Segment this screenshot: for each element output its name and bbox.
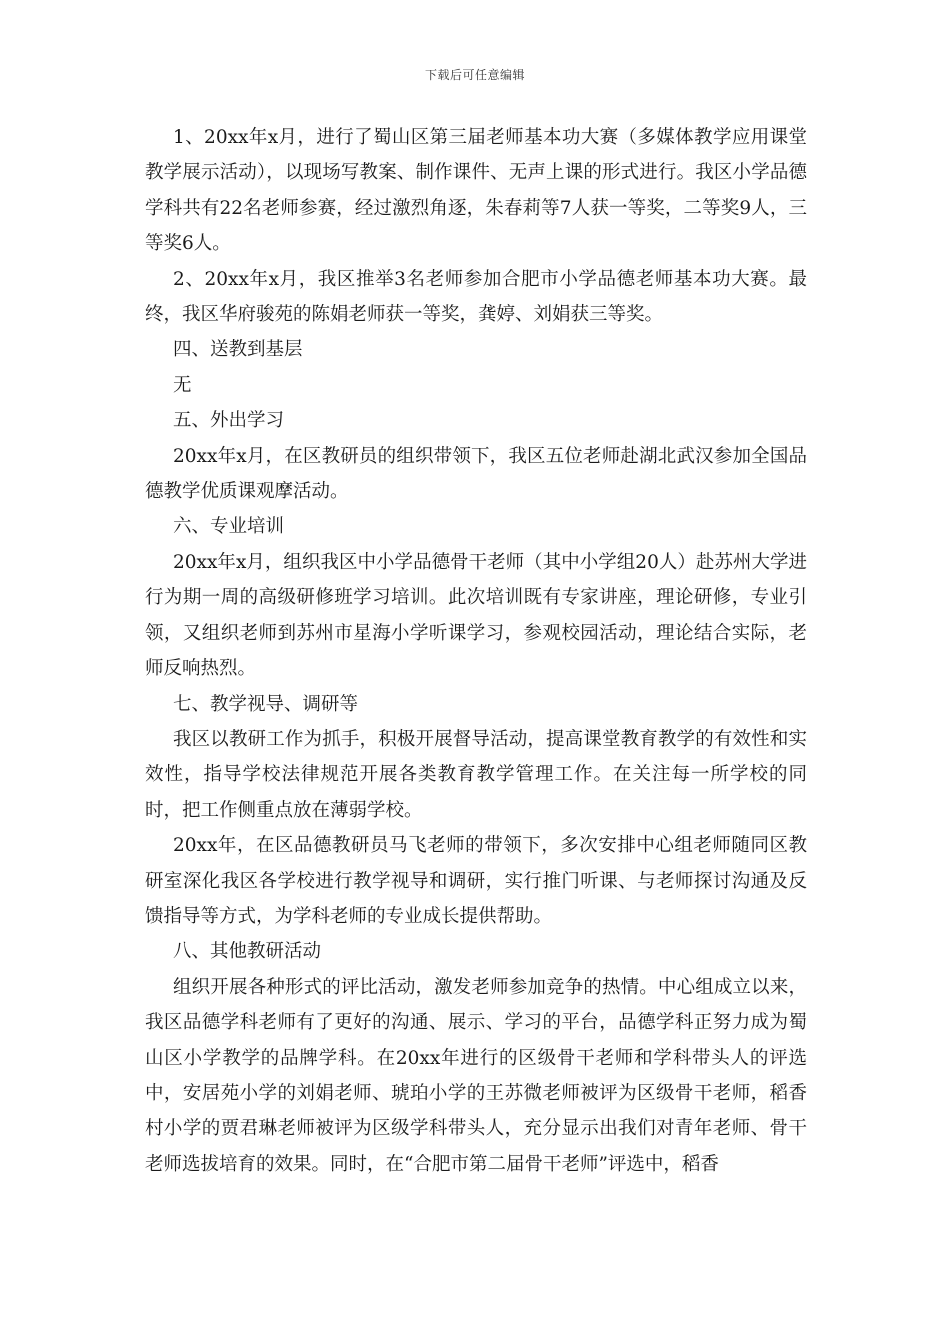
paragraph-section-7a: 我区以教研工作为抓手，积极开展督导活动，提高课堂教育教学的有效性和实效性，指导学校法律规范开展各类教育教学管理工作。在关注每一所学校的同时，把工作侧重点放在薄弱学校。	[145, 728, 807, 821]
page-header: 下载后可任意编辑	[424, 68, 525, 82]
paragraph-section-4: 无	[173, 374, 192, 396]
section-heading-8: 八、其他教研活动	[173, 941, 322, 963]
paragraph-section-6: 20xx年x月，组织我区中小学品德骨干老师（其中小学组20人）赴苏州大学进行为期一周的高级研修班学习培训。此次培训既有专家讲座，理论研修，专业引领，又组织老师到苏州市星海小学听课学习，参观校园活动，理论结合实际，老师反响热烈。	[145, 551, 807, 680]
section-heading-4: 四、送教到基层	[173, 339, 303, 361]
section-heading-6: 六、专业培训	[173, 516, 285, 538]
paragraph-section-5: 20xx年x月，在区教研员的组织带领下，我区五位老师赴湖北武汉参加全国品德教学优质课观摩活动。	[145, 445, 807, 503]
paragraph-section-7b: 20xx年，在区品德教研员马飞老师的带领下，多次安排中心组老师随同区教研室深化我区各学校进行教学视导和调研，实行推门听课、与老师探讨沟通及反馈指导等方式，为学科老师的专业成长提供帮助。	[145, 835, 807, 927]
section-heading-5: 五、外出学习	[173, 410, 285, 432]
paragraph-section-8: 组织开展各种形式的评比活动，激发老师参加竞争的热情。中心组成立以来，我区品德学科老师有了更好的沟通、展示、学习的平台，品德学科正努力成为蜀山区小学教学的品牌学科。在20xx年进行的区级骨干老师和学科带头人的评选中，安居苑小学的刘娟老师、琥珀小学的王苏微老师被评为区级骨干老师，稻香村小学的贾君琳老师被评为区级学科带头人，充分显示出我们对青年老师、骨干老师选拔培育的效果。同时，在“合肥市第二届骨干老师”评选中，稻香	[145, 976, 807, 1175]
paragraph-award-1: 1、20xx年x月，进行了蜀山区第三届老师基本功大赛（多媒体教学应用课堂教学展示活动），以现场写教案、制作课件、无声上课的形式进行。我区小学品德学科共有22名老师参赛，经过激烈角逐，朱春莉等7人获一等奖，二等奖9人，三等奖6人。	[145, 127, 807, 255]
document-body	[145, 120, 807, 1182]
section-heading-7: 七、教学视导、调研等	[173, 693, 359, 715]
paragraph-award-2: 2、20xx年x月，我区推举3名老师参加合肥市小学品德老师基本功大赛。最终，我区华府骏苑的陈娟老师获一等奖，龚婷、刘娟获三等奖。	[145, 268, 807, 326]
